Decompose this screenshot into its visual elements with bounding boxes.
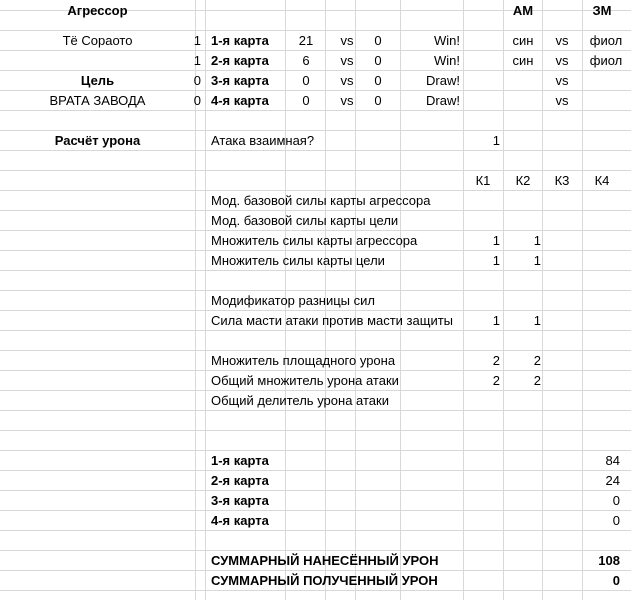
- suit-vs[interactable]: vs: [555, 73, 569, 88]
- modifier-k2-value[interactable]: 2: [533, 353, 541, 368]
- battle-value-b[interactable]: 0: [374, 53, 382, 68]
- battle-result[interactable]: Draw!: [426, 73, 460, 88]
- suit-vs[interactable]: vs: [555, 93, 569, 108]
- gridline-horizontal: [0, 450, 631, 451]
- battle-value-a[interactable]: 21: [298, 33, 314, 48]
- battle-card-label[interactable]: 1-я карта: [211, 33, 269, 48]
- battle-vs[interactable]: vs: [340, 73, 354, 88]
- flag-cell[interactable]: 1: [193, 33, 201, 48]
- zm-suit-cell[interactable]: фиол: [589, 33, 623, 48]
- modifier-label[interactable]: Множитель силы карты цели: [211, 253, 385, 268]
- aggressor-header[interactable]: Агрессор: [67, 3, 128, 18]
- battle-result[interactable]: Win!: [434, 33, 460, 48]
- modifier-k1-value[interactable]: 2: [492, 373, 500, 388]
- battle-card-label[interactable]: 3-я карта: [211, 73, 269, 88]
- modifier-k2-value[interactable]: 2: [533, 373, 541, 388]
- battle-value-b[interactable]: 0: [374, 73, 382, 88]
- mutual-attack-value[interactable]: 1: [492, 133, 500, 148]
- card-damage-value[interactable]: 0: [612, 513, 620, 528]
- battle-vs[interactable]: vs: [340, 53, 354, 68]
- battle-value-a[interactable]: 6: [302, 53, 310, 68]
- gridline-horizontal: [0, 430, 631, 431]
- target-header[interactable]: Цель: [80, 73, 115, 88]
- battle-result[interactable]: Win!: [434, 53, 460, 68]
- modifier-label[interactable]: Общий делитель урона атаки: [211, 393, 389, 408]
- modifier-label[interactable]: Сила масти атаки против масти защиты: [211, 313, 454, 328]
- flag-cell[interactable]: 0: [193, 73, 201, 88]
- battle-value-b[interactable]: 0: [374, 33, 382, 48]
- battle-card-label[interactable]: 4-я карта: [211, 93, 269, 108]
- modifier-k1-value[interactable]: 2: [492, 353, 500, 368]
- damage-calc-header[interactable]: Расчёт урона: [54, 133, 141, 148]
- battle-value-a[interactable]: 0: [302, 93, 310, 108]
- mutual-attack-label[interactable]: Атака взаимная?: [211, 133, 315, 148]
- battle-vs[interactable]: vs: [340, 93, 354, 108]
- card-damage-value[interactable]: 24: [605, 473, 620, 488]
- total-dealt-label[interactable]: СУММАРНЫЙ НАНЕСЁННЫЙ УРОН: [211, 553, 439, 568]
- modifier-label[interactable]: Общий множитель урона атаки: [211, 373, 399, 388]
- modifier-k1-value[interactable]: 1: [492, 313, 500, 328]
- k1-header[interactable]: К1: [475, 173, 491, 188]
- gridline-horizontal: [0, 490, 631, 491]
- suit-vs[interactable]: vs: [555, 33, 569, 48]
- modifier-k1-value[interactable]: 1: [492, 233, 500, 248]
- gridline-horizontal: [0, 530, 631, 531]
- am-suit-cell[interactable]: син: [512, 53, 534, 68]
- card-damage-label[interactable]: 3-я карта: [211, 493, 269, 508]
- battle-card-label[interactable]: 2-я карта: [211, 53, 269, 68]
- am-header[interactable]: АМ: [512, 3, 534, 18]
- card-damage-value[interactable]: 0: [612, 493, 620, 508]
- modifier-label[interactable]: Модификатор разницы сил: [211, 293, 375, 308]
- zm-header[interactable]: ЗМ: [592, 3, 612, 18]
- card-damage-label[interactable]: 1-я карта: [211, 453, 269, 468]
- k4-header[interactable]: К4: [594, 173, 610, 188]
- modifier-label[interactable]: Множитель площадного урона: [211, 353, 396, 368]
- am-suit-cell[interactable]: син: [512, 33, 534, 48]
- modifier-label[interactable]: Множитель силы карты агрессора: [211, 233, 418, 248]
- aggressor-name-cell[interactable]: Тё Сораото: [62, 33, 133, 48]
- flag-cell[interactable]: 0: [193, 93, 201, 108]
- modifier-label[interactable]: Мод. базовой силы карты агрессора: [211, 193, 431, 208]
- gridline-horizontal: [0, 470, 631, 471]
- gridline-horizontal: [0, 510, 631, 511]
- battle-value-b[interactable]: 0: [374, 93, 382, 108]
- k3-header[interactable]: К3: [554, 173, 570, 188]
- battle-value-a[interactable]: 0: [302, 73, 310, 88]
- zm-suit-cell[interactable]: фиол: [589, 53, 623, 68]
- modifier-k1-value[interactable]: 1: [492, 253, 500, 268]
- target-name-cell[interactable]: ВРАТА ЗАВОДА: [49, 93, 146, 108]
- battle-result[interactable]: Draw!: [426, 93, 460, 108]
- card-damage-value[interactable]: 84: [605, 453, 620, 468]
- battle-vs[interactable]: vs: [340, 33, 354, 48]
- card-damage-label[interactable]: 4-я карта: [211, 513, 269, 528]
- modifier-label[interactable]: Мод. базовой силы карты цели: [211, 213, 399, 228]
- modifier-k2-value[interactable]: 1: [533, 253, 541, 268]
- k2-header[interactable]: К2: [515, 173, 531, 188]
- card-damage-label[interactable]: 2-я карта: [211, 473, 269, 488]
- flag-cell[interactable]: 1: [193, 53, 201, 68]
- total-received-label[interactable]: СУММАРНЫЙ ПОЛУЧЕННЫЙ УРОН: [211, 573, 438, 588]
- total-dealt-value[interactable]: 108: [598, 553, 620, 568]
- modifier-k2-value[interactable]: 1: [533, 313, 541, 328]
- modifier-k2-value[interactable]: 1: [533, 233, 541, 248]
- total-received-value[interactable]: 0: [612, 573, 620, 588]
- suit-vs[interactable]: vs: [555, 53, 569, 68]
